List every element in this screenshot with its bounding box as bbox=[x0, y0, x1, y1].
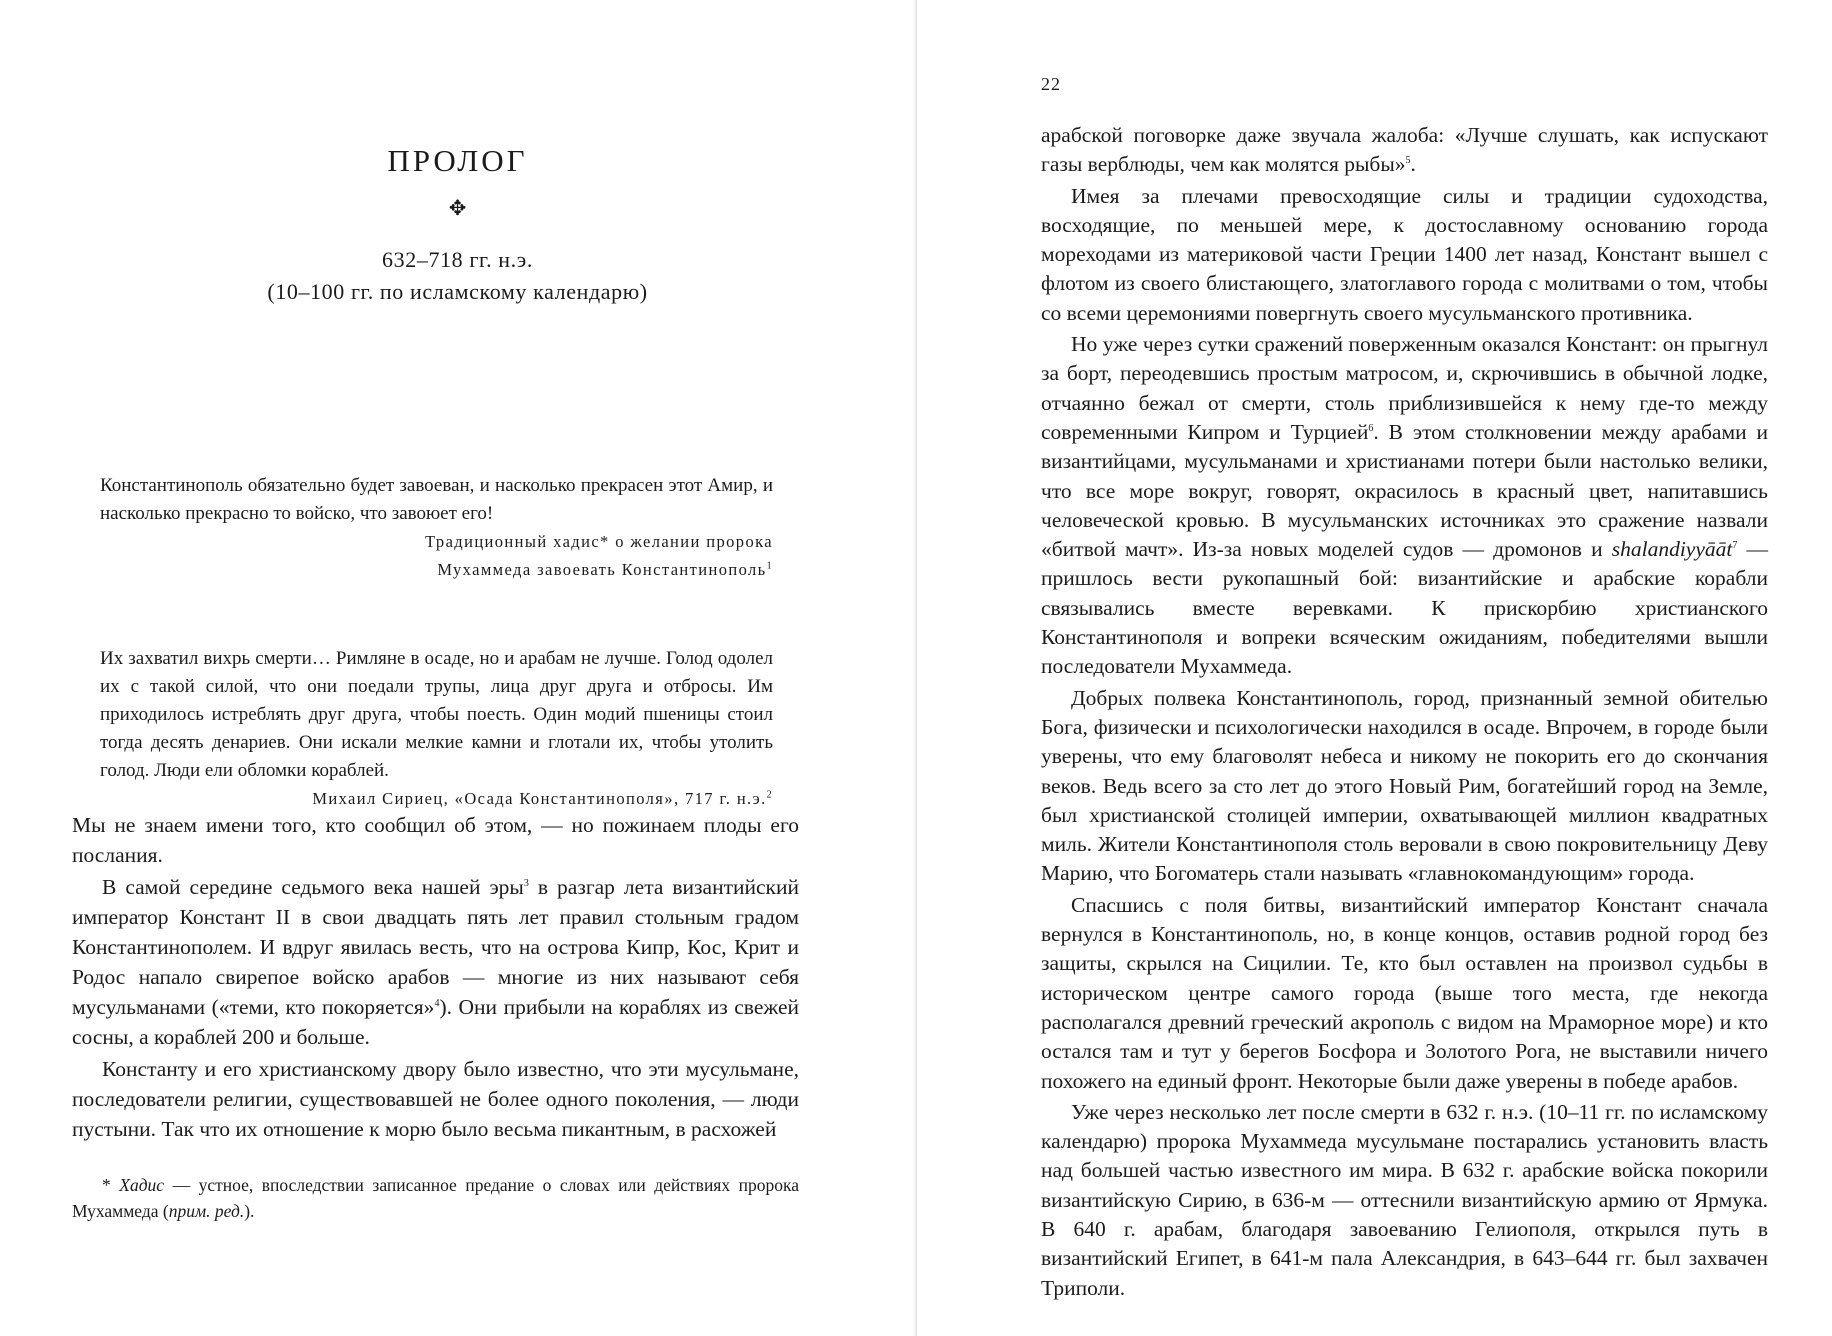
footnote-ref: 1 bbox=[766, 560, 773, 572]
epigraph-2-source bbox=[100, 785, 773, 813]
footnote-ref: 3 bbox=[523, 877, 529, 889]
dates-line-2: (10–100 гг. по исламскому календарю) bbox=[267, 279, 648, 304]
footnote-ref: 5 bbox=[1405, 155, 1411, 167]
paragraph: Константу и его христианскому двору было известно, что эти мусульмане, последователи религии, существовавшей не более одного поколения, — люди пустыни. Так что их отношение к морю было весьма пикантным, в расхожей bbox=[72, 1057, 799, 1141]
epigraph-2-text: Их захватил вихрь смерти… Римляне в осаде, но и арабам не лучше. Голод одолел их с такой силой, что они поедали трупы, лица друг друга и отбросы. Им приходилось истреблять друг друга, чтобы поесть. Один модий пшеницы стоил тогда десять денариев. Они искали мелкие камни и глотали их, чтобы утолить голод. Люди ели обломки кораблей. bbox=[100, 648, 773, 781]
epigraph-1-source bbox=[100, 528, 773, 584]
epigraph-1 bbox=[100, 472, 773, 584]
paragraph: арабской поговорке даже звучала жалоба: «Лучше слушать, как испускают газы верблюды, чем как молятся рыбы»$^5$. bbox=[1041, 123, 1768, 177]
paragraph: В самой середине седьмого века нашей эры$^3$ в разгар лета византийский император Констант II в свои двадцать пять лет правил стольным градом Константинополем. И вдруг явилась весть, что на острова Кипр, Кос, Крит и Родос напало свирепое войско арабов — многие из них называют себя мусульманами («теми, кто покоряется»$^4$). Они прибыли на кораблях из свежей сосны, а кораблей 200 и больше. bbox=[72, 875, 799, 1049]
epigraph-2 bbox=[100, 645, 773, 813]
paragraph: Уже через несколько лет после смерти в 632 г. н.э. (10–11 гг. по исламскому календарю) пророка Мухаммеда мусульмане постарались установить власть над большей частью известного им мира. В 632 г. арабские войска покорили византийскую Сирию, в 636-м — оттеснили византийскую армию от Ярмука. В 640 г. арабам, благодаря завоеванию Гелиополя, открылся путь в византийский Египет, в 641-м пала Александрия, в 643–644 гг. был захвачен Триполи. bbox=[1041, 1099, 1768, 1300]
epigraph-2-source-line: Михаил Сириец, «Осада Константинополя», 717 г. н.э.$^2$ bbox=[312, 789, 773, 808]
footnote-text: * Хадис — устное, впоследствии записанное предание о словах или действиях пророка Мухаммеда (прим. ред.). bbox=[72, 1175, 799, 1221]
paragraph: Спасшись с поля битвы, византийский император Констант сначала вернулся в Константинополь, но, в конце концов, оставив родной город без защиты, скрылся на Сицилии. Те, кто был оставлен на произвол судьбы в историческом центре самого города (выше того места, где некогда располагался древний греческий акрополь с видом на Мраморное море) и кто остался там и тут у берегов Босфора и Золотого Рога, не выставили ничего похожего на единый фронт. Некоторые были даже уверены в победе арабов. bbox=[1041, 892, 1768, 1093]
chapter-dates bbox=[0, 244, 915, 308]
footnote-ref: 7 bbox=[1732, 540, 1738, 551]
epigraph-1-source-line-2: Мухаммеда завоевать Константинополь$^1$ bbox=[437, 560, 773, 579]
epigraph-1-source-line-1: Традиционный хадис* о желании пророка bbox=[425, 532, 773, 551]
footnote-ref: 6 bbox=[1368, 422, 1374, 434]
left-page bbox=[0, 0, 915, 1336]
footnote bbox=[72, 1172, 799, 1224]
paragraph: Добрых полвека Константинополь, город, признанный земной обителью Бога, физически и психологически находился в осаде. Впрочем, в городе были уверены, что ему благоволят небеса и никому не покорить его до скончания веков. Ведь всего за сто лет до этого Новый Рим, богатейший город на Земле, был христианской столицей империи, охватывающей миллион квадратных миль. Жители Константинополя столь веровали в свою покровительницу Деву Марию, что Богоматерь стали называть «главнокомандующим» города. bbox=[1041, 685, 1768, 886]
right-body-text bbox=[1041, 121, 1768, 1305]
chapter-title: ПРОЛОГ bbox=[387, 143, 528, 178]
footnote-ref: 2 bbox=[766, 789, 773, 801]
fleuron-ornament: ✥ bbox=[448, 196, 467, 220]
dates-line-1: 632–718 гг. н.э. bbox=[382, 247, 533, 272]
epigraph-1-text: Константинополь обязательно будет завоеван, и насколько прекрасен этот Амир, и насколько прекрасно то войско, что завоюет его! bbox=[100, 475, 773, 524]
page-number: 22 bbox=[1041, 74, 1061, 94]
paragraph: Имея за плечами превосходящие силы и традиции судоходства, восходящие, по меньшей мере, к достославному основанию города мореходами из материковой части Греции 1400 лет назад, Констант вышел с флотом из своего блистающего, златоглавого города с молитвами о том, чтобы со всеми церемониями повергнуть своего мусульманского противника. bbox=[1041, 183, 1768, 325]
paragraph: Но уже через сутки сражений поверженным оказался Констант: он прыгнул за борт, переодевшись простым матросом, и, скрючившись в обычной лодке, отчаянно бежал от смерти, столь приблизившейся к нему где-то между современными Кипром и Турцией$^6$. В этом столкновении между арабами и византийцами, мусульманами и христианами потери были настолько велики, что все море вокруг, говорят, окрасилось в красный цвет, напитавшись человеческой кровью. В мусульманских источниках это сражение назвали «битвой мачт». Из-за новых моделей судов — дромонов и shalandiyyāāt$^7$ — пришлось вести рукопашный бой: византийские и арабские корабли связывались вместе веревками. К прискорбию христианского Константинополя и вопреки всяческим ожиданиям, победителями вышли последователи Мухаммеда. bbox=[1041, 332, 1769, 679]
footnote-ref: 4 bbox=[434, 997, 440, 1009]
left-body-text bbox=[72, 810, 799, 1146]
paragraph: Мы не знаем имени того, кто сообщил об этом, — но пожинаем плоды его послания. bbox=[72, 813, 799, 867]
